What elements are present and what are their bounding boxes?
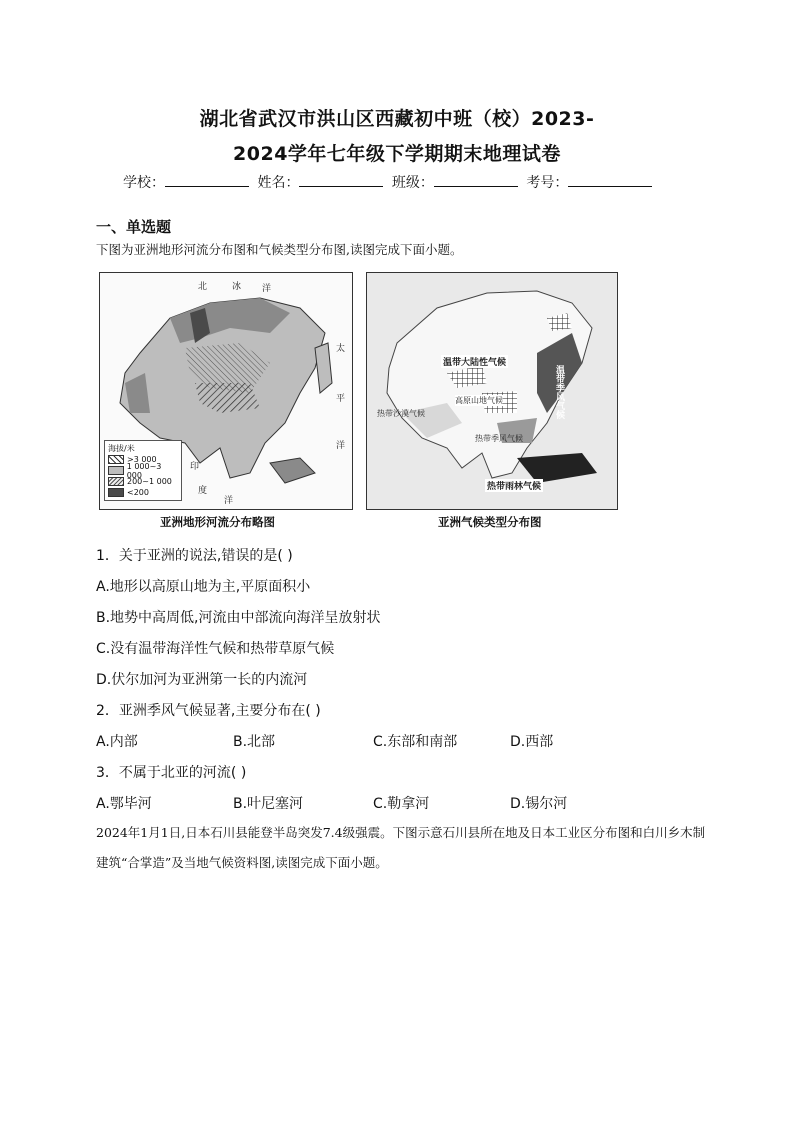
question-3-stem: 3．不属于北亚的河流( ) (96, 765, 247, 781)
legend-title: 海拔/米 (108, 444, 135, 453)
name-blank[interactable] (299, 172, 383, 187)
student-info-row (123, 172, 656, 192)
legend-item: >3 000 (127, 455, 157, 464)
label-tropical-rainforest: 热带雨林气候 (485, 479, 543, 492)
elevation-legend (104, 440, 182, 501)
question-2-option-c[interactable]: C.东部和南部 (373, 734, 458, 750)
name-label: 姓名： (257, 175, 300, 191)
question-3-option-d[interactable]: D.锡尔河 (510, 796, 568, 812)
question-3-option-a[interactable]: A.鄂毕河 (96, 796, 152, 812)
label-ice: 冰 (232, 282, 242, 292)
school-label: 学校： (123, 175, 165, 191)
asia-climate-map-graphic (367, 273, 617, 509)
question-3-option-c[interactable]: C.勒拿河 (373, 796, 430, 812)
group1-intro: 下图为亚洲地形河流分布图和气候类型分布图,读图完成下面小题。 (96, 242, 463, 257)
legend-swatch-plain (108, 488, 124, 497)
question-1-option-c[interactable]: C.没有温带海洋性气候和热带草原气候 (96, 641, 335, 657)
legend-item: 1 000~3 000 (126, 461, 162, 480)
question-2-option-b[interactable]: B.北部 (233, 734, 276, 750)
page-title-line2: 2024学年七年级下学期期末地理试卷 (233, 143, 561, 165)
group2-intro: 2024年1月1日,日本石川县能登半岛突发7.4级强震。下图示意石川县所在地及日本工业区分布图和白川乡木制建筑“合掌造”及当地气候资料图,读图完成下面小题。 (96, 825, 706, 870)
question-1-option-a[interactable]: A.地形以高原山地为主,平原面积小 (96, 579, 311, 595)
legend-item: <200 (127, 488, 149, 497)
label-tropical-monsoon: 热带季风气候 (475, 434, 523, 443)
label-ocean-north: 洋 (262, 284, 272, 294)
exam-number-blank[interactable] (568, 172, 652, 187)
exam-number-label: 考号： (526, 175, 569, 191)
class-blank[interactable] (434, 172, 518, 187)
label-pacific-1: 太 (336, 344, 346, 354)
legend-swatch-hill (108, 477, 124, 486)
label-indian-3: 洋 (224, 496, 234, 506)
label-highland: 高原山地气候 (455, 396, 503, 405)
question-2-stem: 2．亚洲季风气候显著,主要分布在( ) (96, 703, 321, 719)
question-2-option-a[interactable]: A.内部 (96, 734, 138, 750)
page-title-line1: 湖北省武汉市洪山区西藏初中班（校）2023- (199, 108, 595, 130)
label-tropical-desert: 热带沙漠气候 (377, 409, 425, 418)
class-label: 班级： (391, 175, 434, 191)
label-north: 北 (198, 282, 208, 292)
question-3-option-b[interactable]: B.叶尼塞河 (233, 796, 304, 812)
map1-caption: 亚洲地形河流分布略图 (160, 515, 275, 529)
section-title: 一、单选题 (96, 218, 172, 236)
asia-climate-map (366, 272, 618, 510)
label-temperate-monsoon: 温带季风气候 (554, 365, 564, 419)
label-temperate-continental: 温带大陆性气候 (441, 355, 508, 368)
question-2-option-d[interactable]: D.西部 (510, 734, 554, 750)
label-indian-2: 度 (198, 486, 208, 496)
label-indian-1: 印 (190, 462, 200, 472)
question-1-option-b[interactable]: B.地势中高周低,河流由中部流向海洋呈放射状 (96, 610, 381, 626)
question-1-stem: 1．关于亚洲的说法,错误的是( ) (96, 548, 293, 564)
label-pacific-3: 洋 (336, 441, 346, 451)
asia-terrain-map (99, 272, 353, 510)
school-blank[interactable] (165, 172, 249, 187)
legend-swatch-high (108, 455, 124, 464)
map2-caption: 亚洲气候类型分布图 (438, 515, 542, 529)
legend-item: 200~1 000 (127, 477, 172, 486)
question-1-option-d[interactable]: D.伏尔加河为亚洲第一长的内流河 (96, 672, 308, 688)
legend-swatch-plateau (108, 466, 124, 475)
label-pacific-2: 平 (336, 394, 346, 404)
